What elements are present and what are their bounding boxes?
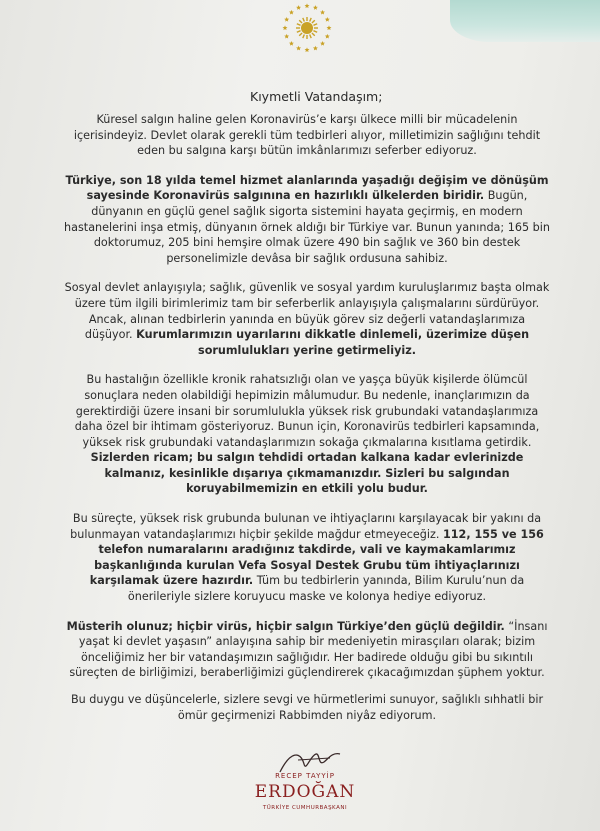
paragraph-6 [64,619,550,681]
paragraph-5-bold: 112, 155 ve 156 telefon numaralarını aradığınız takdirde, vali ve kaymakamlarımız başkanlığında kurulan Vefa Sosyal Destek Grubu tüm ihtiyaçlarınızı karşılamak üzere hazırdır. [89,527,544,588]
emblem-ray [303,34,305,38]
emblem-sun [301,22,313,34]
emblem-star [305,47,310,52]
emblem-ray [313,31,317,33]
emblem-star [284,17,289,22]
emblem-star [296,46,301,51]
paragraph-3 [64,280,550,358]
paragraph-2 [64,173,550,267]
emblem-ray [299,20,302,23]
paragraph-4-text: Bu hastalığın özellikle kronik rahatsızlığı olan ve yaşça büyük kişilerde ölümcül sonuçlara neden olabildiği hepimizin mâlumudur. Bu nedenle, inançlarımızın da gerektirdiği üzere insani bir sorumlulukla yüksek risk grubundaki vatandaşlarımıza daha özel bir ihtimam gösteriyoruz. Bunun için, Koronavirüs tedbirleri kapsamında, yüksek risk grubundaki vatandaşlarımızın sokağa çıkmalarına kısıtlama getirdik. [74,373,540,449]
emblem-ray [303,18,305,22]
paragraph-1 [64,112,550,159]
emblem-star [289,41,294,46]
paragraph-1-text: Küresel salgın haline gelen Koronavirüs’e karşı ülkece milli bir mücadelenin içerisindeyiz. Devlet olarak gerekli tüm tedbirleri alıyor, milletimizin sağlığını tehdit eden bu salgına karşı bütün imkânlarımızı seferber ediyoruz. [73,113,541,158]
signature-first-names: RECEP TAYYİP [275,772,335,780]
signature-surname: ERDOĞAN [254,782,356,802]
paragraph-2-bold: Türkiye, son 18 yılda temel hizmet alanlarında yaşadığı değişim ve dönüşüm sayesinde Koronavirüs salgınına en hazırlıklı ülkelerden biridir. [65,173,549,203]
paragraph-3-text: Sosyal devlet anlayışıyla; sağlık, güvenlik ve sosyal yardım kuruluşlarımız başta olmak üzere tüm ilgili birimlerimiz tam bir seferberlik anlayışıyla çalışmalarını sürdürüyor. Ancak, alınan tedbirlerin yanında en büyük görev siz değerli vatandaşlarımıza düşüyor. [64,281,550,342]
face-mask-corner [450,0,600,42]
emblem-ray [299,33,302,36]
letter-body [64,112,550,692]
emblem-ray [310,18,312,22]
emblem-star [289,10,294,15]
emblem-ray [297,31,301,33]
emblem-star [320,10,325,15]
paragraph-6-text: “İnsanı yaşat ki devlet yaşasın” anlayışına sahip bir medeniyetin mirasçıları olarak; bizim önceliğimiz her bir vatandaşımızın sağlığıdır. Her badirede olduğu gibi bu sıkıntılı süreçten de birliğimizi, beraberliğimizi güçlendirerek çıkacağımızdan şüphem yoktur. [69,619,548,680]
paragraph-5-text-b: Tüm bu tedbirlerin yanında, Bilim Kurulu’nun da önerileriyle sizlere koruyucu maske ve kolonya hediye ediyoruz. [127,574,525,604]
paragraph-4 [64,372,550,497]
paragraph-5-text-a: Bu süreçte, yüksek risk grubunda bulunan ve ihtiyaçlarını karşılayacak bir yakını da bulunmayan vatandaşlarımızı hiçbir şekilde mağdur etmeyeceğiz. [70,512,542,541]
emblem-star [296,5,301,10]
emblem-star [305,3,310,8]
emblem-star [325,34,330,39]
emblem-ray [313,24,317,26]
emblem-ray [312,33,315,36]
emblem-star [320,41,325,46]
emblem-ray [310,34,312,38]
emblem-star [327,25,332,30]
closing-paragraph: Bu duygu ve düşüncelerle, sizlere sevgi ve hürmetlerimi sunuyor, sağlıklı sıhhatli bir ömür geçirmenizi Rabbimden niyâz ediyorum. [70,693,544,722]
emblem-star [283,25,288,30]
paragraph-6-bold: Müsterih olunuz; hiçbir virüs, hiçbir salgın Türkiye’den güçlü değildir. [66,619,505,633]
emblem-star [284,34,289,39]
paragraph-2-text: Bugün, dünyanın en güçlü genel sağlık sigorta sistemini hayata geçirmiş, en modern hastanelerini inşa etmiş, dünyanın örnek aldığı bir Türkiye var. Bunun yanında; 165 bin doktorumuz, 205 bini hemşire olmak üzere 490 bin sağlık ve 360 bin destek personelimizle devâsa bir sağlık ordusuna sahibiz. [64,189,550,265]
paragraph-3-bold: Kurumlarımızın uyarılarını dikkatle dinlemeli, üzerimize düşen sorumlulukları yerine getirmeliyiz. [136,328,530,357]
emblem-star [313,5,318,10]
salutation: Kıymetli Vatandaşım; [250,89,383,104]
paragraph-4-bold: Sizlerden ricam; bu salgın tehdidi ortadan kalkana kadar evlerinizde kalmanız, kesinlikle dışarıya çıkmamanızdır. Sizleri bu salgından koruyabilmemizin en etkili yolu budur. [90,451,524,496]
emblem-star [313,46,318,51]
presidential-emblem-icon [276,0,338,62]
paragraph-5 [64,511,550,605]
emblem-ray [297,24,301,26]
emblem-star [325,17,330,22]
signature-title: TÜRKİYE CUMHURBAŞKANI [262,805,348,811]
emblem-ray [312,20,315,23]
